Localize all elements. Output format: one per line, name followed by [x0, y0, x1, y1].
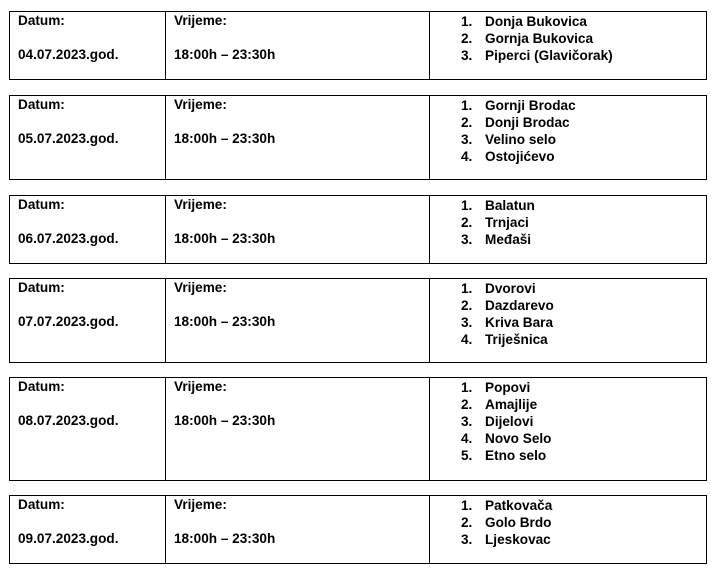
date-cell: [10, 96, 165, 179]
place-number: 2.: [461, 31, 473, 46]
places-cell: [429, 496, 706, 563]
places-cell: [429, 279, 706, 362]
time-label: Vrijeme:: [174, 197, 227, 212]
place-name: Donji Brodac: [485, 115, 570, 130]
schedule-row: [9, 95, 707, 180]
place-number: 5.: [461, 448, 473, 463]
place-number: 3.: [461, 532, 473, 547]
time-value: 18:00h – 23:30h: [174, 413, 276, 428]
place-number: 1.: [461, 14, 473, 29]
place-name: Ljeskovac: [485, 532, 551, 547]
place-name: Amajlije: [485, 397, 538, 412]
places-cell: [429, 96, 706, 179]
date-value: 08.07.2023.god.: [18, 413, 119, 428]
schedule-row: [9, 11, 707, 80]
place-name: Međaši: [485, 232, 532, 247]
date-cell: [10, 196, 165, 263]
date-label: Datum:: [18, 379, 65, 394]
place-number: 1.: [461, 498, 473, 513]
date-value: 09.07.2023.god.: [18, 531, 119, 546]
time-label: Vrijeme:: [174, 379, 227, 394]
place-name: Piperci (Glavičorak): [485, 48, 613, 63]
time-cell: [165, 196, 430, 263]
time-value: 18:00h – 23:30h: [174, 231, 276, 246]
place-number: 1.: [461, 380, 473, 395]
place-number: 3.: [461, 232, 473, 247]
place-number: 1.: [461, 198, 473, 213]
place-name: Patkovača: [485, 498, 553, 513]
place-name: Gornji Brodac: [485, 98, 576, 113]
date-value: 04.07.2023.god.: [18, 47, 119, 62]
time-label: Vrijeme:: [174, 497, 227, 512]
time-cell: [165, 12, 430, 79]
places-cell: [429, 12, 706, 79]
place-name: Donja Bukovica: [485, 14, 587, 29]
place-number: 4.: [461, 149, 473, 164]
places-cell: [429, 196, 706, 263]
place-name: Trnjaci: [485, 215, 529, 230]
date-label: Datum:: [18, 497, 65, 512]
place-number: 3.: [461, 48, 473, 63]
place-name: Triješnica: [485, 332, 548, 347]
place-number: 1.: [461, 281, 473, 296]
place-name: Golo Brdo: [485, 515, 552, 530]
place-number: 3.: [461, 132, 473, 147]
place-number: 4.: [461, 431, 473, 446]
schedule-row: [9, 377, 707, 481]
place-number: 1.: [461, 98, 473, 113]
place-name: Etno selo: [485, 448, 547, 463]
date-value: 07.07.2023.god.: [18, 314, 119, 329]
place-number: 2.: [461, 515, 473, 530]
date-label: Datum:: [18, 97, 65, 112]
place-name: Balatun: [485, 198, 535, 213]
place-name: Ostojićevo: [485, 149, 555, 164]
time-value: 18:00h – 23:30h: [174, 131, 276, 146]
place-number: 3.: [461, 414, 473, 429]
place-number: 3.: [461, 315, 473, 330]
place-number: 4.: [461, 332, 473, 347]
date-value: 05.07.2023.god.: [18, 131, 119, 146]
time-value: 18:00h – 23:30h: [174, 531, 276, 546]
date-cell: [10, 279, 165, 362]
place-name: Kriva Bara: [485, 315, 554, 330]
places-cell: [429, 378, 706, 480]
time-value: 18:00h – 23:30h: [174, 314, 276, 329]
place-number: 2.: [461, 215, 473, 230]
place-number: 2.: [461, 397, 473, 412]
time-value: 18:00h – 23:30h: [174, 47, 276, 62]
time-cell: [165, 96, 430, 179]
place-name: Dijelovi: [485, 414, 534, 429]
schedule-row: [9, 195, 707, 264]
date-cell: [10, 496, 165, 563]
time-cell: [165, 378, 430, 480]
date-cell: [10, 378, 165, 480]
time-label: Vrijeme:: [174, 97, 227, 112]
place-name: Dazdarevo: [485, 298, 554, 313]
schedule-row: [9, 495, 707, 564]
place-name: Gornja Bukovica: [485, 31, 594, 46]
time-cell: [165, 279, 430, 362]
date-label: Datum:: [18, 280, 65, 295]
date-value: 06.07.2023.god.: [18, 231, 119, 246]
date-label: Datum:: [18, 197, 65, 212]
place-name: Novo Selo: [485, 431, 552, 446]
place-number: 2.: [461, 298, 473, 313]
schedule-row: [9, 278, 707, 363]
place-name: Popovi: [485, 380, 531, 395]
time-label: Vrijeme:: [174, 280, 227, 295]
time-label: Vrijeme:: [174, 13, 227, 28]
place-number: 2.: [461, 115, 473, 130]
date-label: Datum:: [18, 13, 65, 28]
time-cell: [165, 496, 430, 563]
place-name: Velino selo: [485, 132, 557, 147]
date-cell: [10, 12, 165, 79]
place-name: Dvorovi: [485, 281, 536, 296]
